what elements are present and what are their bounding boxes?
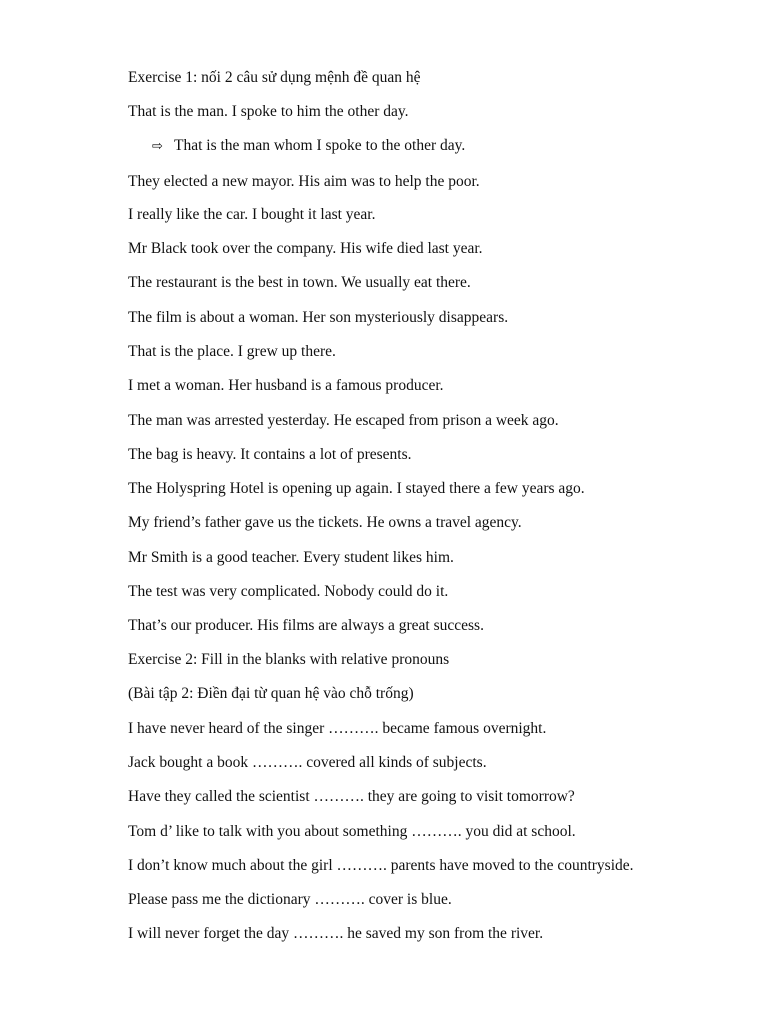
exercise1-item: The test was very complicated. Nobody could do it. <box>128 583 449 600</box>
exercise2-item: I have never heard of the singer ………. became famous overnight. <box>128 720 547 737</box>
exercise2-heading: Exercise 2: Fill in the blanks with relative pronouns <box>128 651 450 668</box>
exercise1-item: They elected a new mayor. His aim was to help the poor. <box>128 173 480 190</box>
exercise1-item: The man was arrested yesterday. He escaped from prison a week ago. <box>128 412 559 429</box>
exercise2-item: Please pass me the dictionary ………. cover is blue. <box>128 891 452 908</box>
exercise2-item: Tom d’ like to talk with you about something ………. you did at school. <box>128 823 576 840</box>
exercise1-heading: Exercise 1: nối 2 câu sử dụng mệnh đề quan hệ <box>128 69 421 86</box>
exercise2-item: Jack bought a book ………. covered all kinds of subjects. <box>128 754 487 771</box>
exercise2-subheading: (Bài tập 2: Điền đại từ quan hệ vào chỗ trống) <box>128 685 414 702</box>
example-answer <box>152 136 465 157</box>
exercise2-item: Have they called the scientist ………. they are going to visit tomorrow? <box>128 788 575 805</box>
exercise1-item: The film is about a woman. Her son mysteriously disappears. <box>128 309 509 326</box>
exercise1-item: I met a woman. Her husband is a famous producer. <box>128 377 444 394</box>
exercise1-item: The restaurant is the best in town. We usually eat there. <box>128 274 471 291</box>
exercise1-item: The Holyspring Hotel is opening up again. I stayed there a few years ago. <box>128 480 585 497</box>
exercise1-item: That is the place. I grew up there. <box>128 343 336 360</box>
exercise1-item: Mr Black took over the company. His wife died last year. <box>128 240 483 257</box>
exercise1-item: My friend’s father gave us the tickets. He owns a travel agency. <box>128 514 522 531</box>
exercise1-item: The bag is heavy. It contains a lot of presents. <box>128 446 412 463</box>
example-answer-text: That is the man whom I spoke to the other day. <box>174 137 466 154</box>
exercise1-item: That’s our producer. His films are always a great success. <box>128 617 484 634</box>
exercise1-item: I really like the car. I bought it last year. <box>128 206 376 223</box>
example-question: That is the man. I spoke to him the other day. <box>128 103 409 120</box>
exercise1-item: Mr Smith is a good teacher. Every student likes him. <box>128 549 454 566</box>
exercise2-item: I will never forget the day ………. he saved my son from the river. <box>128 925 544 942</box>
arrow-right-icon: ⇨ <box>152 139 163 154</box>
exercise2-item: I don’t know much about the girl ………. parents have moved to the countryside. <box>128 857 634 874</box>
